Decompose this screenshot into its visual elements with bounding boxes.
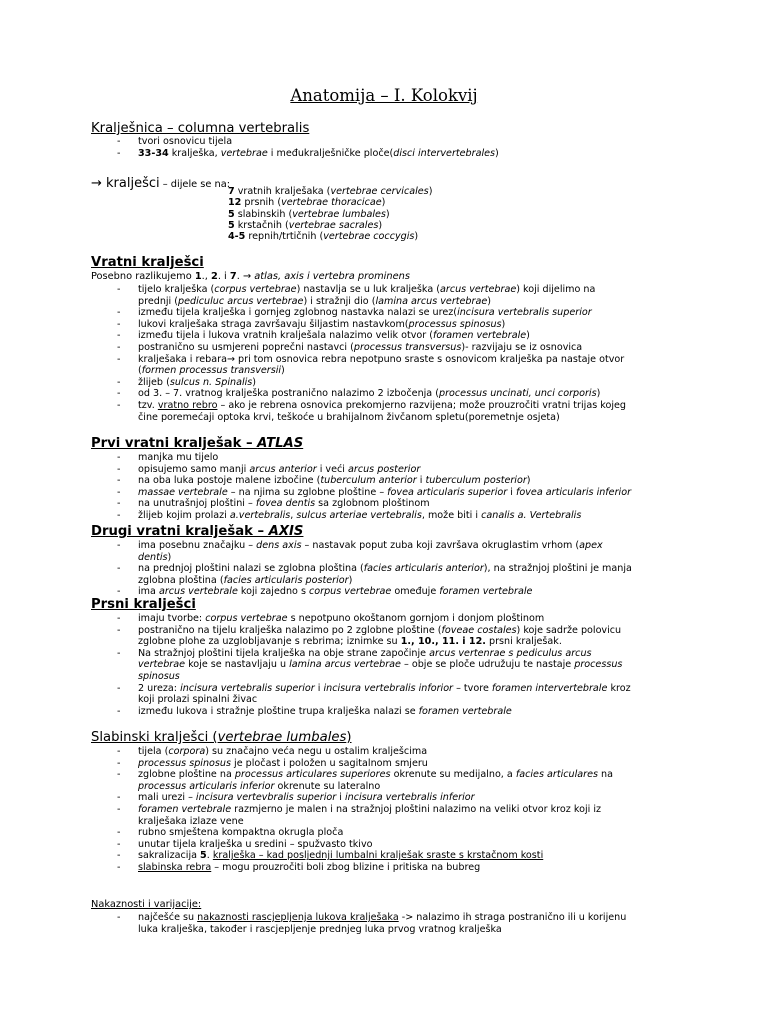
list-kraljesci-types [228, 186, 432, 242]
list-item-continuation: luka kralješka, također i rascjepljenje prednjeg luka prvog vratnog kralješka [138, 923, 502, 935]
list-item-continuation: zglobne plohe za uzglobljavanje s rebrima; iznimke su 1., 10., 11. i 12. prsni kralješak. [138, 636, 562, 648]
list-item: - unutar tijela kralješka u sredini – spužvasto tkivo [91, 839, 696, 851]
list-item: - od 3. – 7. vratnog kralješka postranično nalazimo 2 izbočenja (processus uncinati, unci corporis) [91, 388, 696, 400]
list-slabinski [91, 746, 696, 874]
list-item: - processus spinosus je pločast i položen u sagitalnom smjeru [91, 758, 696, 770]
list-item-continuation: spinosus [138, 670, 180, 682]
list-vratni [91, 284, 696, 423]
list-item: - postranično na tijelu kralješka nalazimo po 2 zglobne ploštine (foveae costales) koje sadrže polovicu [91, 625, 696, 637]
list-item: - tzv. vratno rebro – ako je rebrena osnovica prekomjerno razvijena; može prouzročiti vratni trijas kojeg [91, 400, 696, 412]
list-atlas [91, 452, 696, 522]
list-item-continuation: dentis) [138, 551, 172, 563]
list-item: - ima posebnu značajku – dens axis – nastavak poput zuba koji završava okruglastim vrhom (apex [91, 540, 696, 552]
heading-vratni: Vratni kralješci [91, 255, 204, 270]
list-item: - foramen vertebrale razmjerno je malen i na stražnjoj ploštini nalazimo na veliki otvor kroz koji iz [91, 804, 696, 816]
page-title: Anatomija – I. Kolokvij [290, 86, 478, 105]
list-item: - najčešće su nakaznosti rascjepljenja lukova kralješaka -> nalazimo ih straga postranično ili u korijenu [91, 912, 696, 924]
heading-atlas: Prvi vratni kralješak – ATLAS [91, 436, 304, 451]
kraljesci-type-item: 4-5 repnih/trtičnih (vertebrae coccygis) [228, 231, 419, 243]
kraljesci-type-item: 5 slabinskih (vertebrae lumbales) [228, 208, 390, 220]
heading-nakaznosti: Nakaznosti i varijacije: [91, 899, 202, 910]
heading-kraljesnica: Kralješnica – columna vertebralis [91, 121, 310, 136]
list-axis [91, 540, 696, 598]
list-item: - žlijeb kojim prolazi a.vertebralis, sulcus arteriae vertebralis, može biti i canalis a. Vertebralis [91, 510, 696, 522]
list-item: - između lukova i stražnje ploštine trupa kralješka nalazi se foramen vertebrale [91, 706, 696, 718]
kraljesci-term: → kralješci [91, 176, 160, 191]
list-item: - sakralizacija 5. kralješka – kad posljednji lumbalni kralješak sraste s krstačnom kosti [91, 850, 696, 862]
list-item: - ima arcus vertebrale koji zajedno s corpus vertebrae omeđuje foramen vertebrale [91, 586, 696, 598]
list-item: - opisujemo samo manji arcus anterior i veći arcus posterior [91, 464, 696, 476]
list-prsni [91, 613, 696, 717]
kraljesci-line [91, 172, 230, 191]
list-item: - zglobne ploštine na processus articulares superiores okrenute su medijalno, a facies articulares na [91, 769, 696, 781]
vratni-intro: Posebno razlikujemo 1., 2. i 7. → atlas, axis i vertebra prominens [91, 271, 410, 282]
list-item-continuation: processus articularis inferior okrenute su lateralno [138, 780, 381, 792]
list-item: - između tijela i lukova vratnih kralješala nalazimo velik otvor (foramen vertebrale) [91, 330, 696, 342]
heading-prsni: Prsni kralješci [91, 597, 196, 612]
list-item: - tvori osnovicu tijela [91, 136, 696, 148]
list-kraljesnica [91, 136, 696, 159]
list-item: - manjka mu tijelo [91, 452, 696, 464]
list-item-continuation: zglobna ploština (facies articularis posterior) [138, 574, 353, 586]
list-item: - lukovi kralješaka straga završavaju šiljastim nastavkom(processus spinosus) [91, 319, 696, 331]
list-item: - mali urezi – incisura vertevbralis superior i incisura vertebralis inferior [91, 792, 696, 804]
list-item: - tijela (corpora) su značajno veća negu u ostalim kralješcima [91, 746, 696, 758]
list-item: - 2 ureza: incisura vertebralis superior i incisura vertebralis inforior – tvore foramen intervertebrale kroz [91, 683, 696, 695]
list-item: - Na stražnjoj ploštini tijela kralješka na obje strane započinje arcus vertenrae s pediculus arcus [91, 648, 696, 660]
list-item-continuation: kralješaka izlaze vene [138, 815, 244, 827]
list-item: - na unutrašnjoj ploštini – fovea dentis sa zglobnom ploštinom [91, 498, 696, 510]
list-item: - massae vertebrale – na njima su zglobne ploštine – fovea articularis superior i fovea articularis inferior [91, 487, 696, 499]
kraljesci-rest: – dijele se na: [159, 179, 231, 190]
list-item-continuation: čine poremećaji optoka krvi, teškoće u brahijalnom živčanom spletu(poremetnje osjeta) [138, 411, 560, 423]
list-item: - na prednjoj ploštini nalazi se zglobna ploština (facies articularis anterior), na stražnjoj ploštini je manja [91, 563, 696, 575]
kraljesci-type-item: 5 krstačnih (vertebrae sacrales) [228, 219, 383, 231]
list-item: - kralješaka i rebara→ pri tom osnovica rebra nepotpuno sraste s osnovicom kralješka pa nastaje otvor [91, 354, 696, 366]
list-item-continuation: prednji (pediculuc arcus vertebrae) i stražnji dio (lamina arcus vertebrae) [138, 295, 491, 307]
list-item: - imaju tvorbe: corpus vertebrae s nepotpuno okoštanom gornjom i donjom ploštinom [91, 613, 696, 625]
list-item: - tijelo kralješka (corpus vertebrae) nastavlja se u luk kralješka (arcus vertebrae) koji dijelimo na [91, 284, 696, 296]
list-nakaznosti [91, 912, 696, 935]
list-item: - na oba luka postoje malene izbočine (tuberculum anterior i tuberculum posterior) [91, 475, 696, 487]
list-item: - između tijela kralješka i gornjeg zglobnog nastavka nalazi se urez(incisura vertebralis superior [91, 307, 696, 319]
list-item-continuation: vertebrae koje se nastavljaju u lamina arcus vertebrae – obje se ploče udružuju te nastaje processus [138, 659, 623, 671]
list-item: - postranično su usmjereni poprečni nastavci (processus transversus)- razvijaju se iz osnovica [91, 342, 696, 354]
list-item: - 33-34 kralješka, vertebrae i međukralješničke ploče(disci intervertebrales) [91, 148, 696, 160]
list-item: - rubno smještena kompaktna okrugla ploča [91, 827, 696, 839]
kraljesci-type-item: 7 vratnih kralješaka (vertebrae cervicales) [228, 186, 433, 197]
list-item: - slabinska rebra – mogu prouzročiti boli zbog blizine i pritiska na bubreg [91, 862, 696, 874]
list-item: - žlijeb (sulcus n. Spinalis) [91, 377, 696, 389]
list-item-continuation: (formen processus transversii) [138, 365, 285, 377]
heading-axis: Drugi vratni kralješak – AXIS [91, 524, 304, 539]
heading-slabinski: Slabinski kralješci (vertebrae lumbales) [91, 730, 352, 745]
list-item-continuation: koji prolazi spinalni živac [138, 694, 258, 706]
kraljesci-type-item: 12 prsnih (vertebrae thoracicae) [228, 197, 386, 209]
